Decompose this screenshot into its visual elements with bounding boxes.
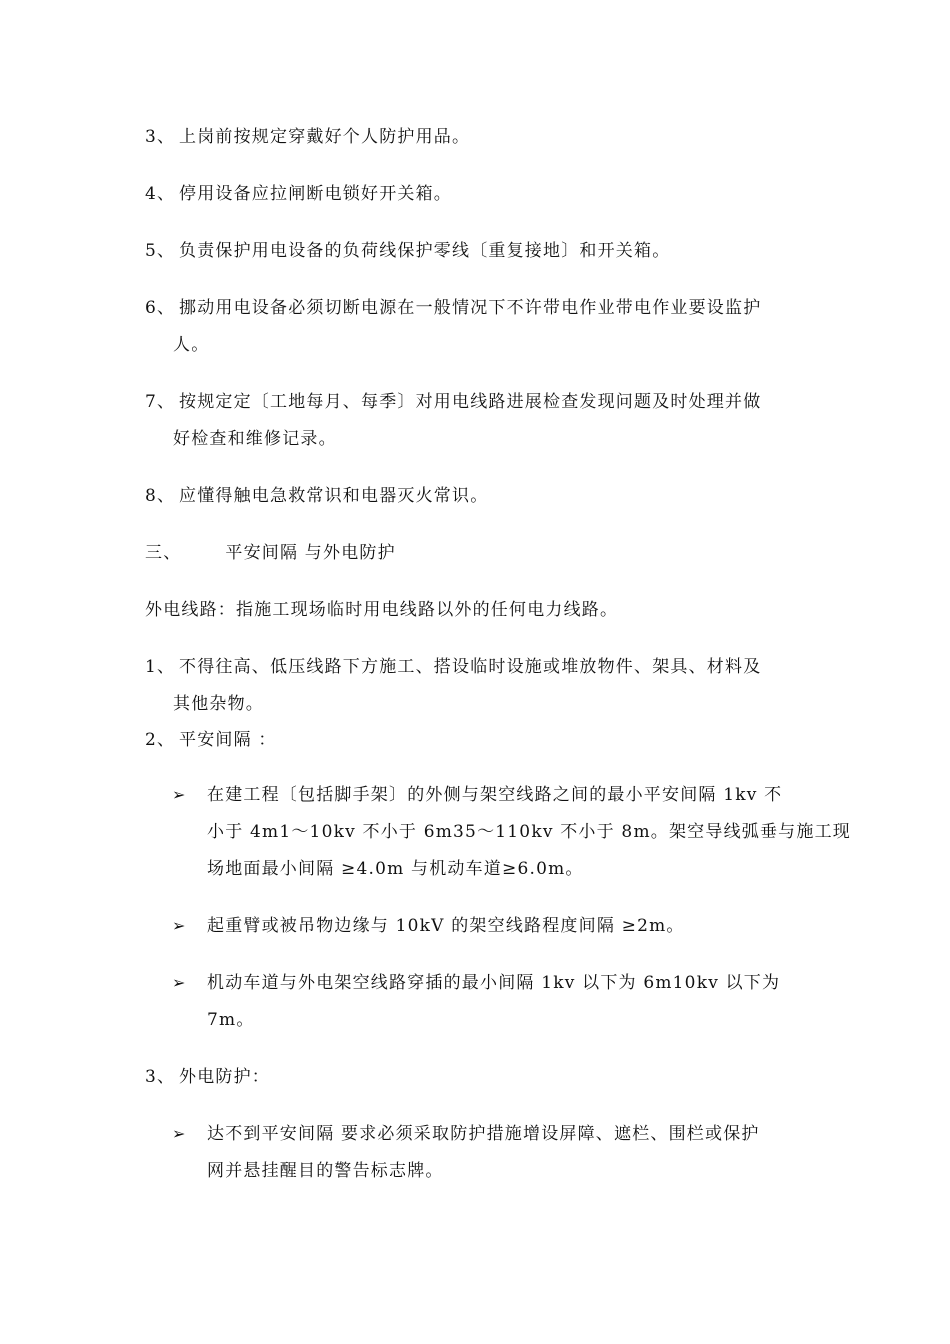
item-number: 5、 [145,241,176,261]
bullet-line: 7m。 [207,1010,255,1030]
list-item [145,1067,270,1087]
item-continuation: 其他杂物。 [173,694,264,714]
item-text: 负责保护用电设备的负荷线保护零线〔重复接地〕和开关箱。 [179,241,671,261]
item-text: 停用设备应拉闸断电锁好开关箱。 [179,184,452,204]
bullet-arrow-icon: ➢ [172,916,186,935]
item-number: 1、 [145,657,176,677]
section-number: 三、 [145,543,182,563]
bullet-arrow-icon: ➢ [172,1124,186,1143]
item-text: 按规定定〔工地每月、每季〕对用电线路进展检查发现问题及时处理并做 [179,392,762,412]
item-text: 外电防护： [179,1067,270,1087]
item-number: 8、 [145,486,176,506]
list-item [145,127,470,147]
bullet-line: 机动车道与外电架空线路穿插的最小间隔 1kv 以下为 6m10kv 以下为 [207,973,781,993]
list-item [145,657,761,677]
definition-text: 外电线路：指施工现场临时用电线路以外的任何电力线路。 [145,600,619,620]
list-item [145,184,452,204]
bullet-line: 场地面最小间隔 ≥4.0m 与机动车道≥6.0m。 [207,859,584,879]
item-number: 3、 [145,1067,176,1087]
item-text: 不得往高、低压线路下方施工、搭设临时设施或堆放物件、架具、材料及 [179,657,762,677]
item-text: 挪动用电设备必须切断电源在一般情况下不许带电作业带电作业要设监护 [179,298,762,318]
item-number: 7、 [145,392,176,412]
item-text: 应懂得触电急救常识和电器灭火常识。 [179,486,489,506]
item-text: 平安间隔 ： [179,730,277,750]
list-item [145,486,488,506]
section-title: 平安间隔 与外电防护 [225,543,396,563]
bullet-arrow-icon: ➢ [172,785,186,804]
list-item [145,730,277,750]
item-continuation: 好检查和维修记录。 [173,429,337,449]
list-item [145,241,670,261]
item-continuation: 人。 [173,335,210,355]
item-text: 上岗前按规定穿戴好个人防护用品。 [179,127,471,147]
item-number: 4、 [145,184,176,204]
bullet-line: 达不到平安间隔 要求必须采取防护措施增设屏障、遮栏、围栏或保护 [207,1124,760,1144]
bullet-line: 网并悬挂醒目的警告标志牌。 [207,1161,444,1181]
item-number: 2、 [145,730,176,750]
list-item [145,392,761,412]
section-heading [145,543,396,563]
list-item [145,298,761,318]
bullet-line: 小于 4m1～10kv 不小于 6m35～110kv 不小于 8m。架空导线弧垂与施工现 [207,822,851,842]
bullet-arrow-icon: ➢ [172,973,186,992]
bullet-line: 起重臂或被吊物边缘与 10kV 的架空线路程度间隔 ≥2m。 [207,916,685,936]
item-number: 3、 [145,127,176,147]
item-number: 6、 [145,298,176,318]
bullet-line: 在建工程〔包括脚手架〕的外侧与架空线路之间的最小平安间隔 1kv 不 [207,785,783,805]
